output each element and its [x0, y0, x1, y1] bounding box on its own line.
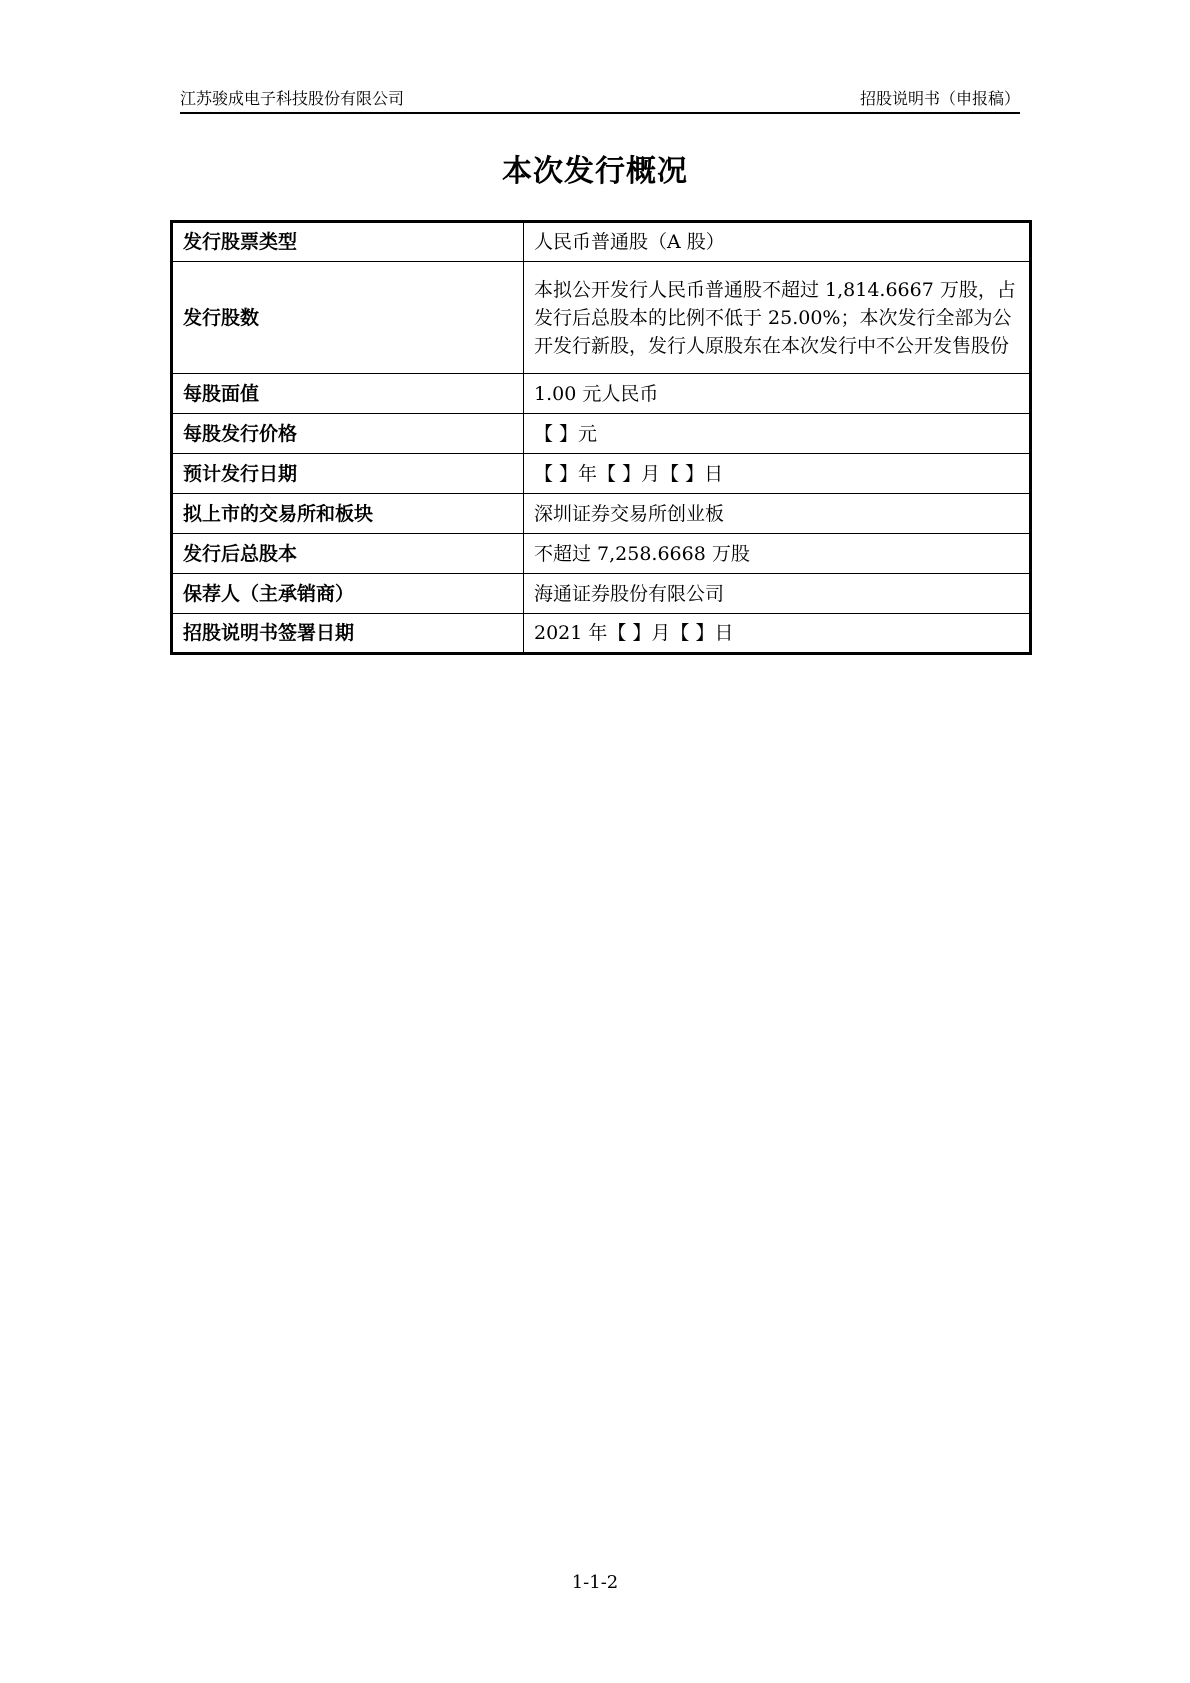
- row-label-total-shares: 发行后总股本: [172, 534, 524, 574]
- row-value-share-count: 本拟公开发行人民币普通股不超过 1,814.6667 万股，占发行后总股本的比例不低于 25.00%；本次发行全部为公开发行新股，发行人原股东在本次发行中不公开发售股份: [524, 262, 1031, 374]
- row-value-total-shares: 不超过 7,258.6668 万股: [524, 534, 1031, 574]
- row-label-issue-price: 每股发行价格: [172, 414, 524, 454]
- table-row: [172, 222, 1031, 262]
- row-label-share-count: 发行股数: [172, 262, 524, 374]
- table-row: [172, 454, 1031, 494]
- document-type: 招股说明书（申报稿）: [859, 89, 1020, 108]
- row-value-stock-type: 人民币普通股（A 股）: [524, 222, 1031, 262]
- offering-overview-table: [170, 220, 1032, 655]
- company-name: 江苏骏成电子科技股份有限公司: [180, 89, 405, 108]
- row-value-sponsor: 海通证券股份有限公司: [524, 574, 1031, 614]
- table-row: [172, 374, 1031, 414]
- page-number: 1-1-2: [571, 1572, 619, 1593]
- table-row: [172, 494, 1031, 534]
- row-value-issue-date: 【 】年【 】月【 】日: [524, 454, 1031, 494]
- row-label-signing-date: 招股说明书签署日期: [172, 614, 524, 654]
- table-row: [172, 574, 1031, 614]
- row-label-issue-date: 预计发行日期: [172, 454, 524, 494]
- table-row: [172, 262, 1031, 374]
- row-label-par-value: 每股面值: [172, 374, 524, 414]
- row-label-sponsor: 保荐人（主承销商）: [172, 574, 524, 614]
- row-value-issue-price: 【 】元: [524, 414, 1031, 454]
- row-label-stock-type: 发行股票类型: [172, 222, 524, 262]
- table-row: [172, 614, 1031, 654]
- row-value-signing-date: 2021 年【 】月【 】日: [524, 614, 1031, 654]
- table-row: [172, 414, 1031, 454]
- table-row: [172, 534, 1031, 574]
- row-value-par-value: 1.00 元人民币: [524, 374, 1031, 414]
- page-header: [180, 84, 1020, 114]
- row-value-exchange: 深圳证券交易所创业板: [524, 494, 1031, 534]
- row-label-exchange: 拟上市的交易所和板块: [172, 494, 524, 534]
- page-title: 本次发行概况: [502, 154, 688, 189]
